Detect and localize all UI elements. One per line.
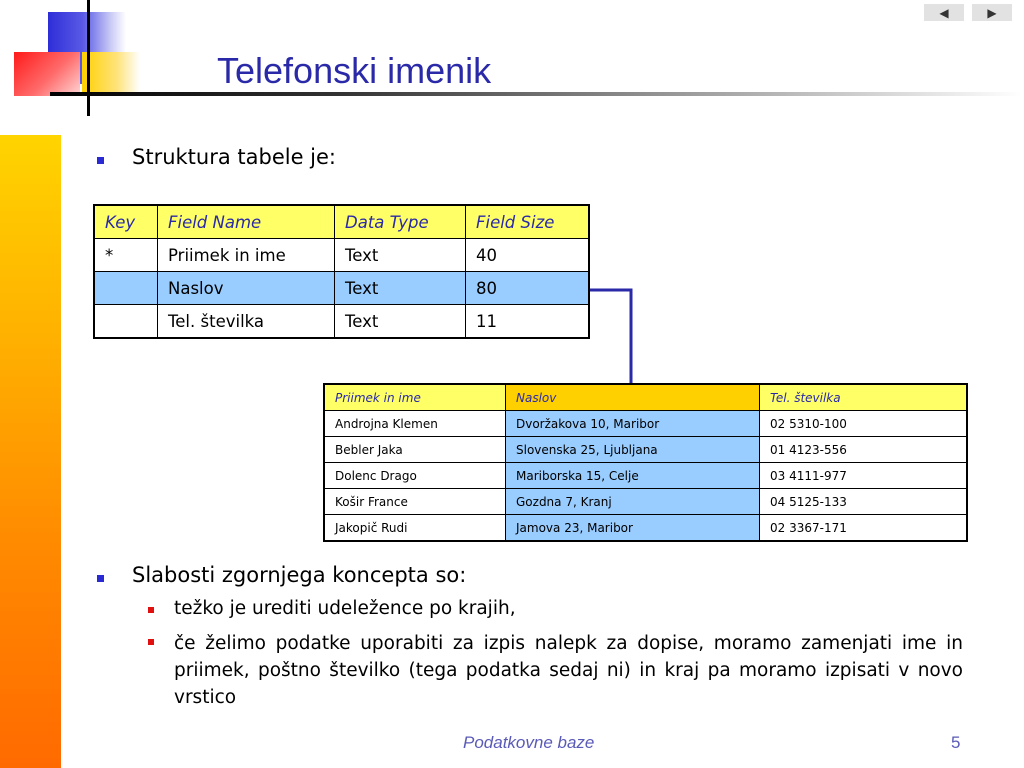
table-cell: Jakopič Rudi <box>324 515 506 542</box>
table-cell: Košir France <box>324 489 506 515</box>
table-cell: 11 <box>466 305 590 339</box>
header-cell: Tel. številka <box>760 384 968 411</box>
table-row <box>324 463 967 489</box>
table-cell: Androjna Klemen <box>324 411 506 437</box>
table-cell: 40 <box>466 239 590 272</box>
table-row <box>324 489 967 515</box>
header-cell: Naslov <box>506 384 760 411</box>
header-cell: Key <box>94 205 158 239</box>
table-cell: 02 3367-171 <box>760 515 968 542</box>
header-cell: Data Type <box>335 205 466 239</box>
sub-bullet <box>148 630 963 711</box>
table-cell: 80 <box>466 272 590 305</box>
table-cell: Tel. številka <box>158 305 335 339</box>
table-cell: Jamova 23, Maribor <box>506 515 760 542</box>
bullet-text: Struktura tabele je: <box>132 145 337 169</box>
table-cell: Priimek in ime <box>158 239 335 272</box>
bullet-text: Slabosti zgornjega koncepta so: <box>132 563 467 587</box>
table-cell: 04 5125-133 <box>760 489 968 515</box>
table-cell: 01 4123-556 <box>760 437 968 463</box>
phonebook-table <box>323 383 968 542</box>
table-cell: Dvoržakova 10, Maribor <box>506 411 760 437</box>
table-cell: Slovenska 25, Ljubljana <box>506 437 760 463</box>
table-cell: 02 5310-100 <box>760 411 968 437</box>
table-cell: Dolenc Drago <box>324 463 506 489</box>
sub-bullet <box>148 598 516 619</box>
sub-bullet-text: težko je urediti udeležence po krajih, <box>174 598 516 619</box>
table-cell: Text <box>335 239 466 272</box>
arrow-right-icon: ▶ <box>987 5 997 20</box>
table-row <box>324 515 967 542</box>
footer-title: Podatkovne baze <box>463 733 595 752</box>
table-cell: 03 4111-977 <box>760 463 968 489</box>
page-number: 5 <box>951 733 961 752</box>
header-cell: Field Size <box>466 205 590 239</box>
square-bullet-icon <box>148 607 154 613</box>
table-cell: Naslov <box>158 272 335 305</box>
square-bullet-icon <box>148 639 154 645</box>
table-cell: Text <box>335 305 466 339</box>
arrow-left-icon: ◀ <box>939 5 949 20</box>
bullet-weaknesses <box>97 563 466 587</box>
table-cell: Gozdna 7, Kranj <box>506 489 760 515</box>
slide-title: Telefonski imenik <box>217 50 492 91</box>
sub-bullet-text: če želimo podatke uporabiti za izpis nalepk za dopise, moramo zamenjati ime in priimek, poštno številko (tega podatka sedaj ni) in kraj pa moramo izpisati v novo vrstico <box>174 633 963 708</box>
table-cell: * <box>94 239 158 272</box>
square-bullet-icon <box>97 575 104 582</box>
table-row <box>324 437 967 463</box>
table-header-row <box>324 384 967 411</box>
table-row <box>324 411 967 437</box>
table-cell: Mariborska 15, Celje <box>506 463 760 489</box>
table-cell: Bebler Jaka <box>324 437 506 463</box>
table-cell: Text <box>335 272 466 305</box>
header-cell: Priimek in ime <box>324 384 506 411</box>
header-cell: Field Name <box>158 205 335 239</box>
